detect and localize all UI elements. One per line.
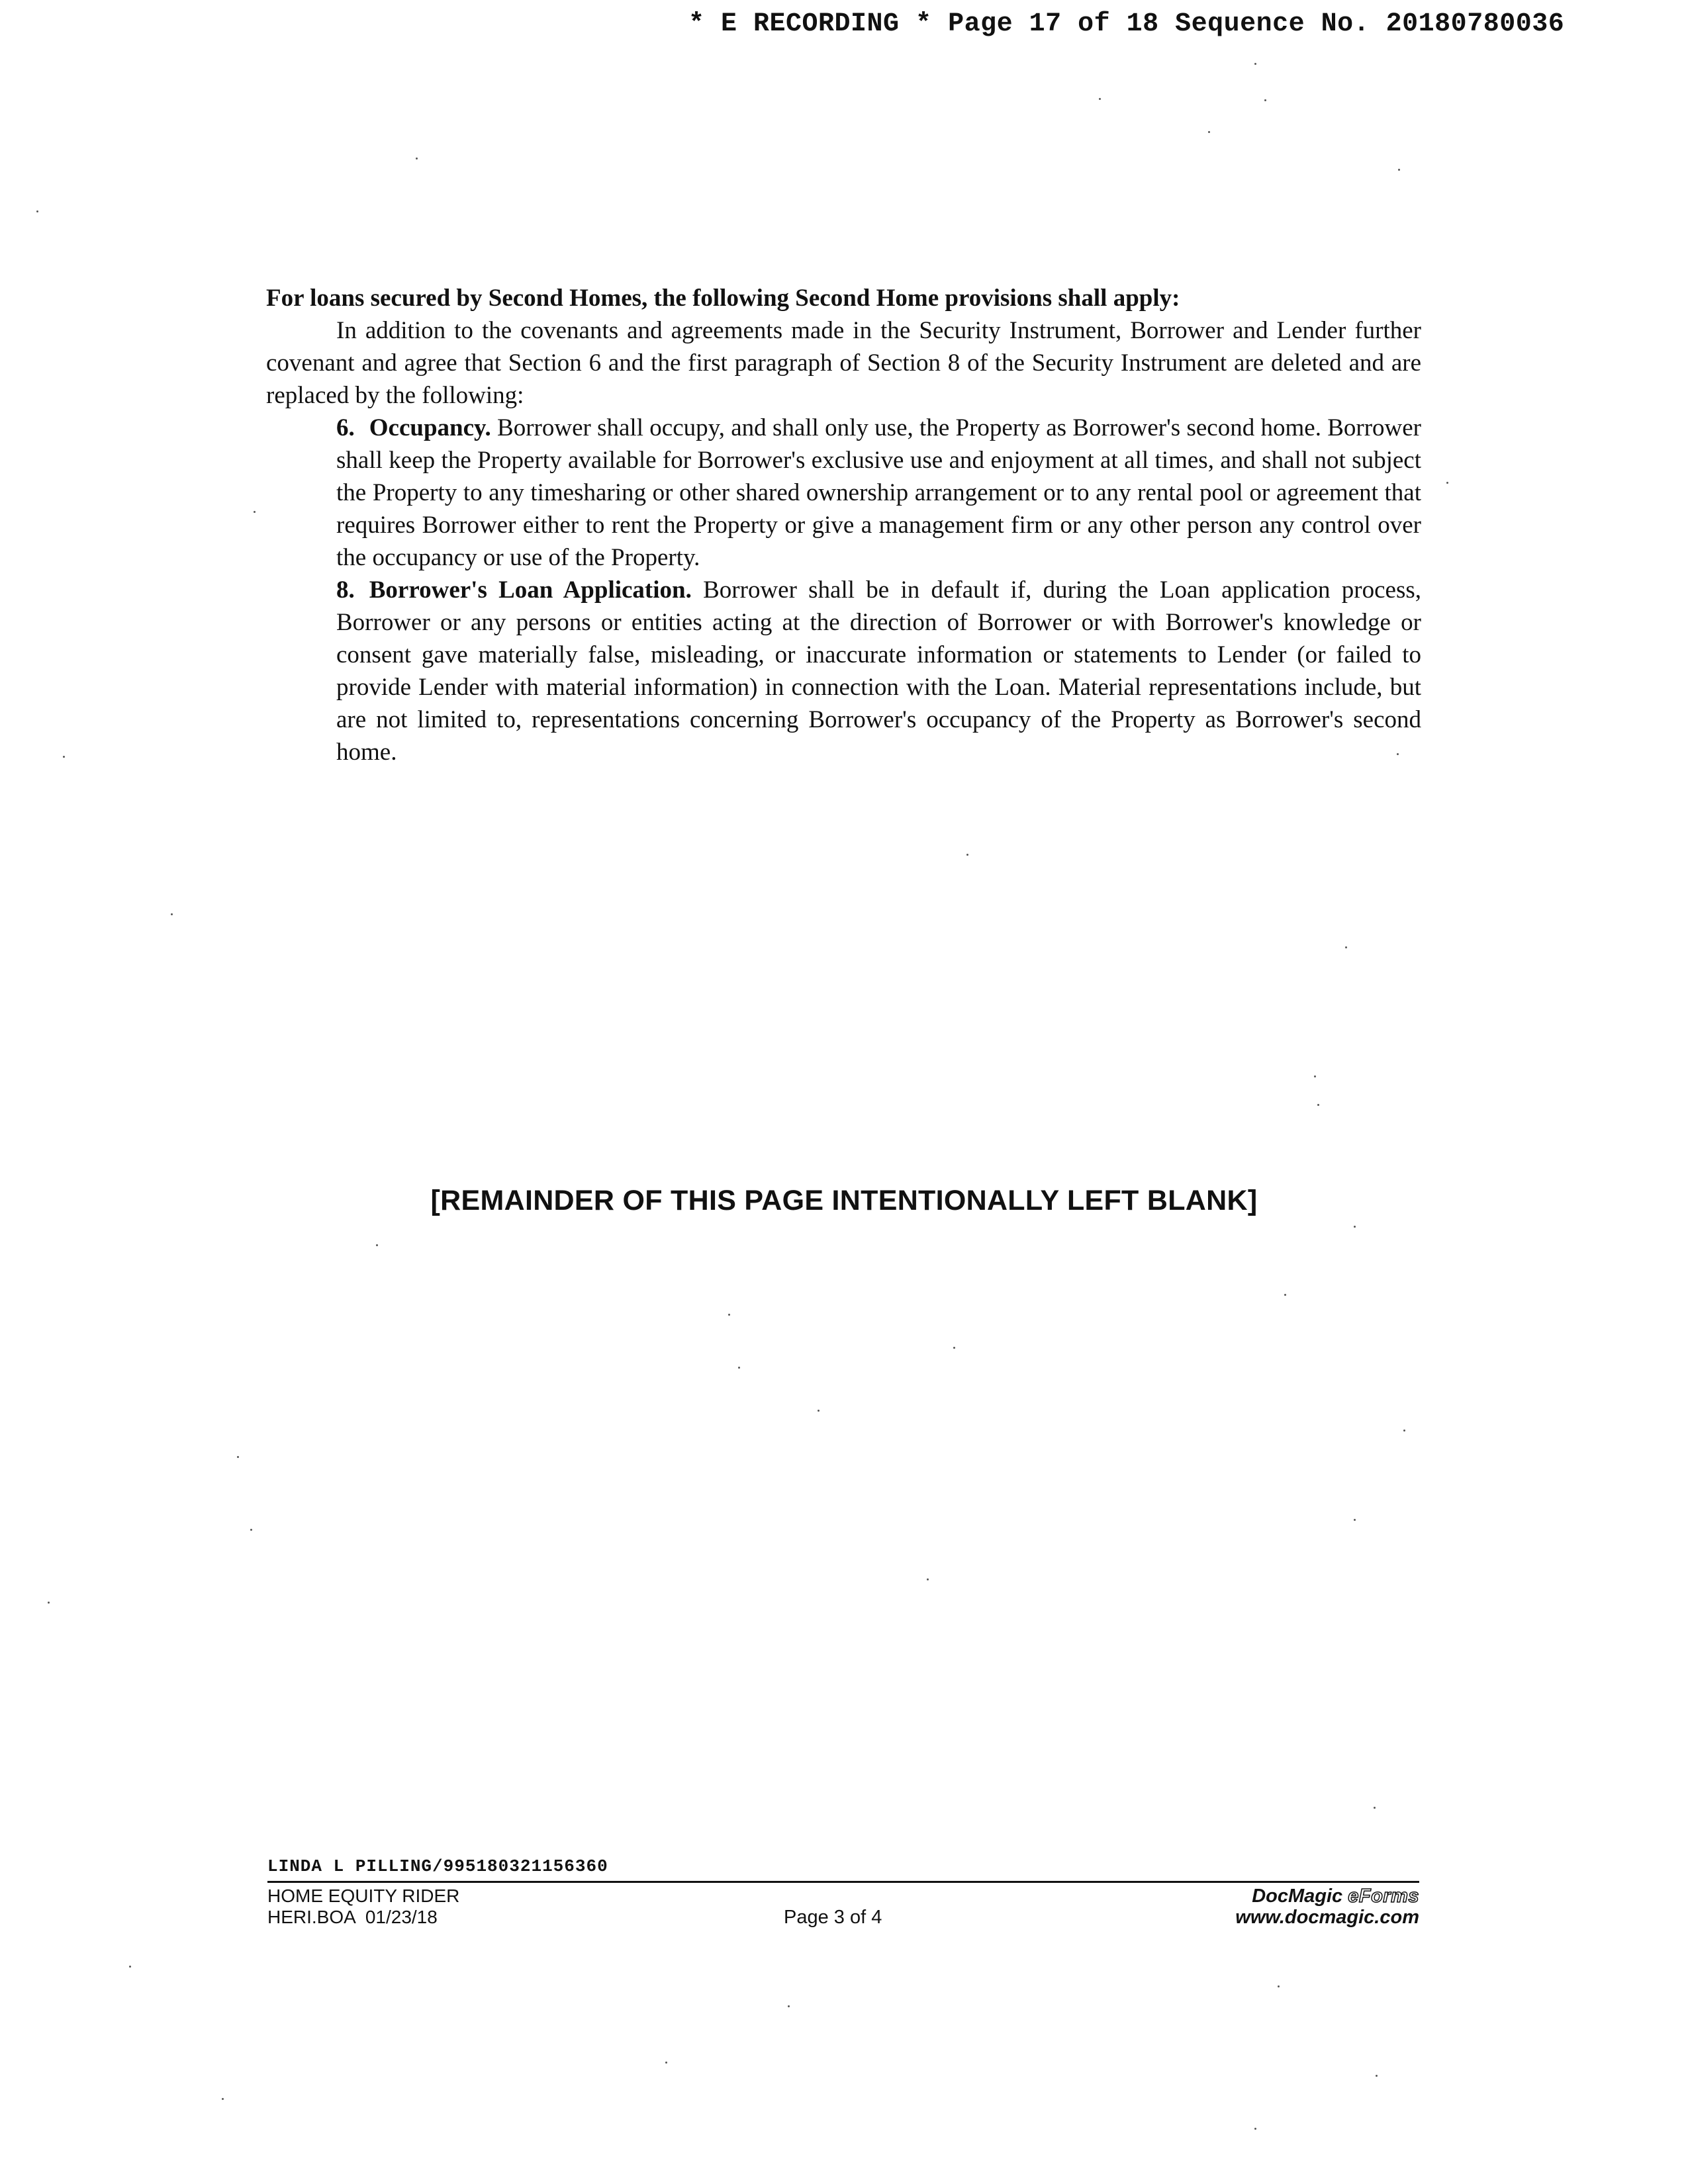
footer-divider <box>267 1881 1419 1883</box>
brand-url: www.docmagic.com <box>1235 1907 1419 1928</box>
scan-speck <box>1314 1075 1316 1077</box>
section-text: Borrower shall be in default if, during the Loan application process, Borrower or any persons or entities acting at the direction of Borrower or with Borrower's knowledge or consent gave materially false, misleading, or inaccurate information or statements to Lender (or failed to provide Lender with material information) in connection with the Loan. Material representations include, but are not limited to, representations concerning Borrower's occupancy of the Property as Borrower's second home. <box>336 576 1422 766</box>
section-text: Borrower shall occupy, and shall only use, the Property as Borrower's second home. Borrower shall keep the Property available for Borrower's exclusive use and enjoyment at all times, and shall not subject the Property to any timesharing or other shared ownership arrangement or to any rental pool or agreement that requires Borrower either to rent the Property or give a management firm or any other person any control over the occupancy or use of the Property. <box>336 414 1422 571</box>
scan-speck <box>728 1314 730 1316</box>
page-number: Page 3 of 4 <box>784 1907 882 1928</box>
scan-speck <box>1397 753 1399 755</box>
section-number: 6. <box>336 414 355 441</box>
scan-speck <box>927 1578 929 1580</box>
scan-speck <box>1264 99 1266 101</box>
scan-speck <box>665 2062 667 2064</box>
scan-speck <box>171 913 173 915</box>
scan-speck <box>738 1367 740 1369</box>
intro-paragraph: In addition to the covenants and agreements made in the Security Instrument, Borrower and Lender further covenant and agree that Section 6 and the first paragraph of Section 8 of the Security Instrument are deleted and are replaced by the following: <box>266 317 1421 409</box>
scan-speck <box>1374 1807 1376 1809</box>
scan-speck <box>788 2005 790 2007</box>
section-title: Borrower's Loan Application. <box>369 576 692 604</box>
borrower-loan-id: LINDA L PILLING/995180321156360 <box>267 1856 608 1876</box>
scan-speck <box>250 1529 252 1531</box>
scan-speck <box>818 1410 820 1412</box>
scan-speck <box>1254 2128 1256 2130</box>
scan-speck <box>1208 131 1210 133</box>
scan-speck <box>1354 1519 1356 1521</box>
recording-header: * E RECORDING * Page 17 of 18 Sequence No. 20180780036 <box>688 9 1565 39</box>
section-number: 8. <box>336 576 355 604</box>
form-name: HOME EQUITY RIDER <box>267 1886 460 1906</box>
scan-speck <box>1403 1430 1405 1432</box>
brand-product-logo: eForms <box>1348 1886 1419 1907</box>
scan-speck <box>966 854 968 856</box>
section-loan-application <box>336 574 1421 768</box>
document-body <box>266 282 1421 768</box>
scan-speck <box>1354 1226 1356 1228</box>
scan-speck <box>1254 63 1256 65</box>
scan-speck <box>953 1347 955 1349</box>
scan-speck <box>1398 169 1400 171</box>
scan-speck <box>1345 946 1347 948</box>
scan-speck <box>254 511 256 513</box>
scan-speck <box>63 756 65 758</box>
scan-speck <box>1278 1985 1280 1987</box>
form-info <box>267 1886 459 1928</box>
scan-speck <box>1284 1294 1286 1296</box>
form-code: HERI.BOA 01/23/18 <box>267 1907 438 1927</box>
docmagic-brand <box>1235 1886 1419 1928</box>
scan-speck <box>1317 1104 1319 1106</box>
scan-speck <box>222 2098 224 2100</box>
section-occupancy <box>336 412 1421 574</box>
scan-speck <box>129 1966 131 1968</box>
scan-speck <box>1446 482 1448 484</box>
scan-speck <box>376 1244 378 1246</box>
scan-speck <box>48 1602 50 1604</box>
page-footer <box>267 1856 1419 1929</box>
section-heading: For loans secured by Second Homes, the following Second Home provisions shall apply: <box>266 285 1180 312</box>
scan-speck <box>1376 2075 1378 2077</box>
scan-speck <box>1099 98 1101 100</box>
scan-speck <box>416 158 418 159</box>
scan-speck <box>36 210 38 212</box>
brand-name: DocMagic <box>1252 1886 1343 1907</box>
blank-page-notice: [REMAINDER OF THIS PAGE INTENTIONALLY LEFT BLANK] <box>430 1185 1258 1216</box>
scan-speck <box>237 1456 239 1458</box>
section-title: Occupancy. <box>369 414 491 441</box>
